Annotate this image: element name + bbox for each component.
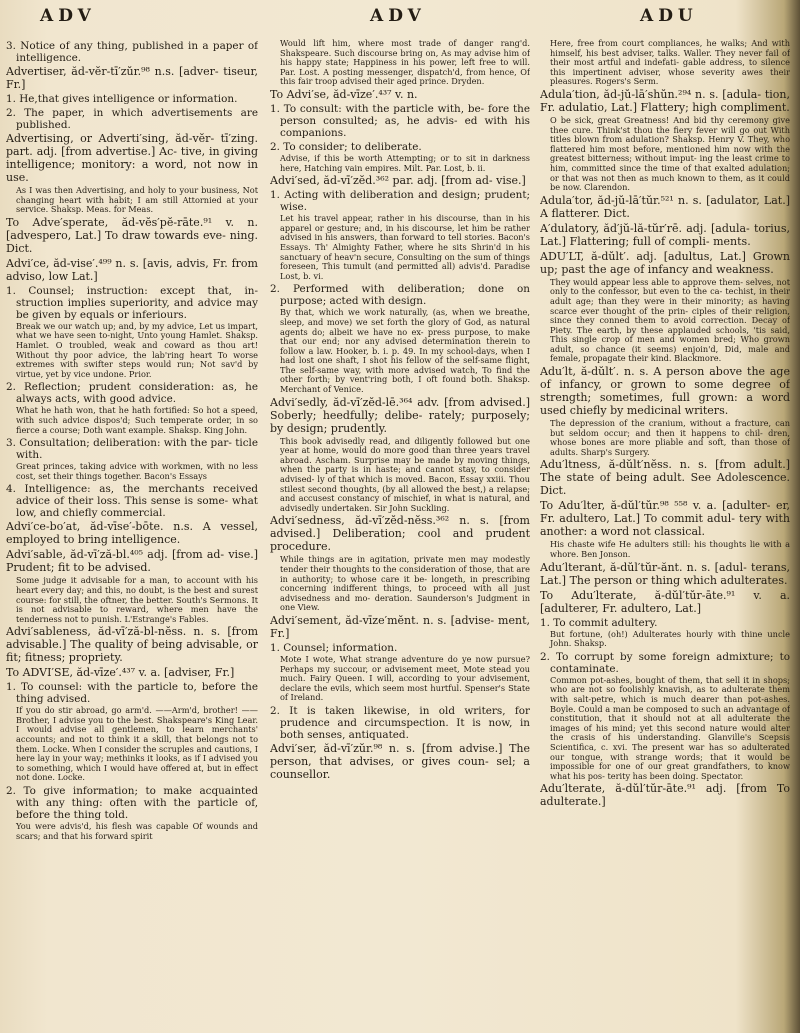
entry-sense: 2. Performed with deliberation; done on purpose; acted with design. [270,283,530,308]
entry-sense: 1. Counsel; information. [270,641,398,654]
dictionary-entry: Advertiser, ăd-vĕr-tī′zŭr.⁹⁸ n.s. [adver- tiseur, Fr.] [6,65,258,91]
citation-quote: Great princes, taking advice with workmen, with no less cost, set their things together. Bacon's Essays [16,461,258,481]
dictionary-entry: A′dulatory, ăd′jŭ-lă-tŭr′rē. adj. [adula- torius, Lat.] Flattering; full of compli- ments. [540,221,790,248]
citation-quote: Break we our watch up; and, by my advice, Let us impart, what we have seen to-night, Unto young Hamlet. Shaksp. Hamlet. O troubled, weak and coward as thou art! Without thy poor advice, the lab'ring heart To worse extremes with swifter steps would run; Not sav'd by virtue, yet by vice undone. Prior. [16,320,258,379]
entry-sense: 1. He,that gives intelligence or information. [6,93,238,105]
dictionary-entry: Adu′lt, ă-dŭlt′. n. s. A person above the age of infancy, or grown to some degree of strength; sometimes, full grown: a word used chiefly by medicinal writers. [540,365,790,418]
header-left: ADV [40,6,96,26]
entry-sense: 1. Acting with deliberation and design; prudent; wise. [270,189,530,214]
entry-sense: 2. The paper, in which advertisements are published. [6,107,258,131]
entry-sense: 3. Consultation; deliberation: with the par- ticle with. [6,437,258,462]
citation-quote: But fortune, (oh!) Adulterates hourly with thine uncle John. Shaksp. [550,628,790,649]
entry-sense: 2. To give information; to make acquainted with any thing: often with the particle of, before the thing told. [6,785,258,822]
column-middle [270,38,530,1028]
dictionary-entry: Adula′tion, ăd-jŭ-lā′shŭn.²⁹⁴ n. s. [adula- tion, Fr. adulatio, Lat.] Flattery; high compliment. [540,87,790,114]
dictionary-entry: To ADVI′SE, ăd-vīze′.⁴³⁷ v. a. [adviser, Fr.] [6,666,235,680]
dictionary-entry: To Advi′se, ăd-vīze′.⁴³⁷ v. n. [270,87,418,101]
entry-sense: 1. Counsel; instruction: except that, in- struction implies superiority, and advice may be given by equals or inferiours. [6,284,258,321]
citation-quote: Mote I wote, What strange adventure do ye now pursue? Perhaps my succour, or advisement meet, Mote stead you much. Fairy Queen. I will, according to your advisement, declare the evils, which seem most hurtful. Spenser's State of Ireland. [280,653,530,703]
dictionary-entry: Advi′sedness, ăd-vī′zĕd-nĕss.³⁶² n. s. [from advised.] Deliberation; cool and prudent procedure. [270,514,530,554]
dictionary-entry: Advi′sement, ăd-vīze′mĕnt. n. s. [advise- ment, Fr.] [270,613,530,640]
dictionary-entry: Advi′ser, ăd-vī′zŭr.⁹⁸ n. s. [from advise.] The person, that advises, or gives coun- sel; a counsellor. [270,741,530,781]
dictionary-entry: Advi′sableness, ăd-vī′ză-bl-nĕss. n. s. [from advisable.] The quality of being advisable, or fit; fitness; propriety. [6,625,258,665]
dictionary-entry: Adu′ltness, ă-dŭlt′nĕss. n. s. [from adult.] The state of being adult. See Adolescence. Dict. [540,458,790,498]
entry-sense: 4. Intelligence: as, the merchants received advice of their loss. This sense is some- what low, and chiefly commercial. [6,483,258,520]
citation-quote: Advise, if this be worth Attempting; or to sit in darkness here, Hatching vain empires. Milt. Par. Lost, b. ii. [280,152,530,173]
dictionary-entry: Adula′tor, ăd-jŭ-lā′tŭr.⁵²¹ n. s. [adulator, Lat.] A flatterer. Dict. [540,193,790,220]
citation-quote: What he hath won, that he hath fortified: So hot a speed, with such advice dispos'd; Such temperate order, in so fierce a course; Doth want example. Shaksp. King John. [16,405,258,435]
citation-quote: The depression of the cranium, without a fracture, can but seldom occur; and then it happens to chil- dren, whose bones are more pliable and soft, than those of adults. Sharp's Surgery. [550,418,790,457]
column-right [540,38,790,1028]
dictionary-entry: Advi′ce-bo′at, ăd-vīse′-bōte. n.s. A vessel, employed to bring intelligence. [6,520,258,547]
citation-quote: His chaste wife He adulters still: his thoughts lie with a whore. Ben Jonson. [550,539,790,560]
citation-quote: O be sick, great Greatness! And bid thy ceremony give thee cure. Think'st thou the fiery fever will go out With titles blown from adulation? Shaksp. Henry V. They, who flattered him most before, mentioned him now with the greatest bitterness; without imput- ing the least crime to him, committed since the time of that exalted adulation; or that was not then as much known to them, as it could be now. Clarendon. [550,114,790,193]
entry-sense: 1. To consult: with the particle with, be- fore the person consulted; as, he advis- ed with his companions. [270,102,530,139]
citation-quote: This book advisedly read, and diligently followed but one year at home, would do more good than three years travel abroad. Ascham. Surprise may be made by moving things, when the party is in haste; and cannot stay, to consider advised- ly of that which is moved. Bacon, Essay xxiii. Thou stilest second thoughts, (by all allowed the best,) a relapse; and accusest constancy of mischief, in what is natural, and advisedly undertaken. Sir John Suckling. [280,435,530,513]
entry-sense: 2. Reflection; prudent consideration: as, he always acts, with good advice. [6,381,258,406]
citation-quote: By that, which we work naturally, (as, when we breathe, sleep, and move) we set forth the glory of God, as natural agents do; albeit we have no ex- press purpose, to make that our end; nor any advised determination therein to follow a law. Hooker, b. i. p. 49. In my school-days, when I had lost one shaft, I shot his fellow of the self-same flight, The self-same way, with more advised watch, To find the other forth; by vent'ring both, I oft found both. Shaksp. Merchant of Venice. [280,307,530,395]
entry-sense: 1. To counsel: with the particle to, before the thing advised. [6,681,258,706]
citation-quote: Would lift him, where most trade of danger rang'd. Shakspeare. Such discourse bring on, As may advise him of his happy state; Happiness in his power, left free to will. Par. Lost. A posting messenger, dispatch'd, from hence, Of this fair troop advised their aged prince. Dryden. [280,38,530,87]
dictionary-entry: To Adu′lter, ă-dŭl′tŭr.⁹⁸ ⁵⁵⁸ v. a. [adulter- er, Fr. adultero, Lat.] To commit adul- tery with another: a word not classical. [540,499,790,539]
citation-quote: Common pot-ashes, bought of them, that sell it in shops; who are not so foolishly knavish, as to adulterate them with salt-petre, which is much dearer than pot-ashes. Boyle. Could a man be composed to such an advantage of constitution, that it should not at all adulterate the images of his mind; yet this second nature would alter the crasis of his understanding. Glanville's Scepsis Scientifica, c. xvi. The present war has so adulterated our tongue, with strange words; that it would be impossible for one of our great grandfathers, to know what his pos- terity has been doing. Spectator. [550,674,790,781]
citation-quote: They would appear less able to approve them- selves, not only to the confessor, but even to the ca- techist, in their adult age; than they were in their minority; as having scarce ever thought of the prin- ciples of their religion, since they conned them to avoid correction. Decay of Piety. The earth, by these applauded schools, 'tis said, This single crop of men and women bred; Who grown adult, so chance (it seems) enjoin'd, Did, male and female, propagate their kind. Blackmore. [550,276,790,364]
citation-quote: As I was then Advertising, and holy to your business, Not changing heart with habit; I am still Attornied at your service. Shaksp. Meas. for Meas. [16,185,258,215]
dictionary-entry: Advi′ce, ăd-vise′.⁴⁹⁹ n. s. [avis, advis, Fr. from adviso, low Lat.] [6,256,258,283]
citation-quote: Some judge it advisable for a man, to account with his heart every day; and this, no doubt, is the best and surest course: for still, the oftner, the better. South's Sermons. It is not advisable to reward, where men have the tenderness not to punish. L'Estrange's Fables. [16,575,258,624]
citation-quote: While things are in agitation, private men may modestly tender their thoughts to the consideration of those, that are in authority; to whose care it be- longeth, in prescribing concerning indifferent things, to proceed with all just advisedness and mo- deration. Saunderson's Judgment in one View. [280,554,530,613]
entry-sense: 1. To commit adultery. [540,616,658,629]
entry-sense: 2. It is taken likewise, in old writers, for prudence and circumspection. It is now, in both senses, antiquated. [270,704,530,741]
entry-sense: 2. To corrupt by some foreign admixture; to contaminate. [540,650,790,675]
dictionary-entry: Adu′lterant, ă-dŭl′tŭr-ănt. n. s. [adul- terans, Lat.] The person or thing which adulterates. [540,560,790,587]
dictionary-entry: To Adve′sperate, ăd-vĕs′pĕ-rāte.⁹¹ v. n. [advesperо, Lat.] To draw towards eve- ning. Dict. [6,215,258,255]
header-center: ADV [370,6,426,26]
citation-quote: If you do stir abroad, go arm'd. ——Arm'd, brother! ——Brother, I advise you to the best. Shakspeare's King Lear. I would advise all gentlemen, to learn merchants' accounts; and not to think it a skill, that belongs not to them. Locke. When I consider the scruples and cautions, I here lay in your way; methinks it looks, as if I advised you to something, which I would have offered at, but in effect not done. Locke. [16,705,258,783]
dictionary-entry: Advertising, or Adverti′sing, ăd-vĕr- tī′zing. part. adj. [from advertise.] Ac- tive, in giving intelligence; monitory: a word, not now in use. [6,132,258,184]
citation-quote: Let his travel appear, rather in his discourse, than in his apparel or gesture; and, in his discourse, let him be rather advised in his answers, than forward to tell stories. Bacon's Essays. Th' Almighty Father, where he sits Shrin'd in his sanctuary of heav'n secure, Consulting on the sum of things foreseen, This tumult (and permitted all) advis'd. Paradise Lost, b. vi. [280,213,530,281]
dictionary-entry: To Adu′lterate, ă-dŭl′tŭr-āte.⁹¹ v. a. [adulterer, Fr. adultero, Lat.] [540,588,790,615]
entry-sense: 3. Notice of any thing, published in a paper of intelligence. [6,40,258,64]
dictionary-entry: ADU′LT, ă-dŭlt′. adj. [adultus, Lat.] Grown up; past the age of infancy and weakness. [540,249,790,276]
dictionary-entry: Advi′sed, ăd-vī′zĕd.³⁶² par. adj. [from ad- vise.] [270,174,526,188]
header-right: ADU [640,6,698,26]
dictionary-entry: Advi′sable, ăd-vī′ză-bl.⁴⁰⁵ adj. [from ad- vise.] Prudent; fit to be advised. [6,548,258,575]
entry-sense: 2. To consider; to deliberate. [270,140,422,153]
dictionary-entry: Adu′lterate, ă-dŭl′tŭr-āte.⁹¹ adj. [from To adulterate.] [540,782,790,809]
citation-quote: You were advis'd, his flesh was capable Of wounds and scars; and that his forward spirit [16,821,258,841]
column-left [6,38,258,1028]
dictionary-entry: Advi′sedly, ăd-vī′zĕd-lē.³⁶⁴ adv. [from advised.] Soberly; heedfully; delibe- rately; purposely; by design; prudently. [270,395,530,435]
citation-quote: Here, free from court compliances, he walks; And with himself, his best adviser, talks. Waller. They never fail of their most artful and indefati- gable address, to silence this impertinent adviser, whose severity awes their pleasures. Rogers's Serm. [550,38,790,87]
running-header [0,6,800,32]
